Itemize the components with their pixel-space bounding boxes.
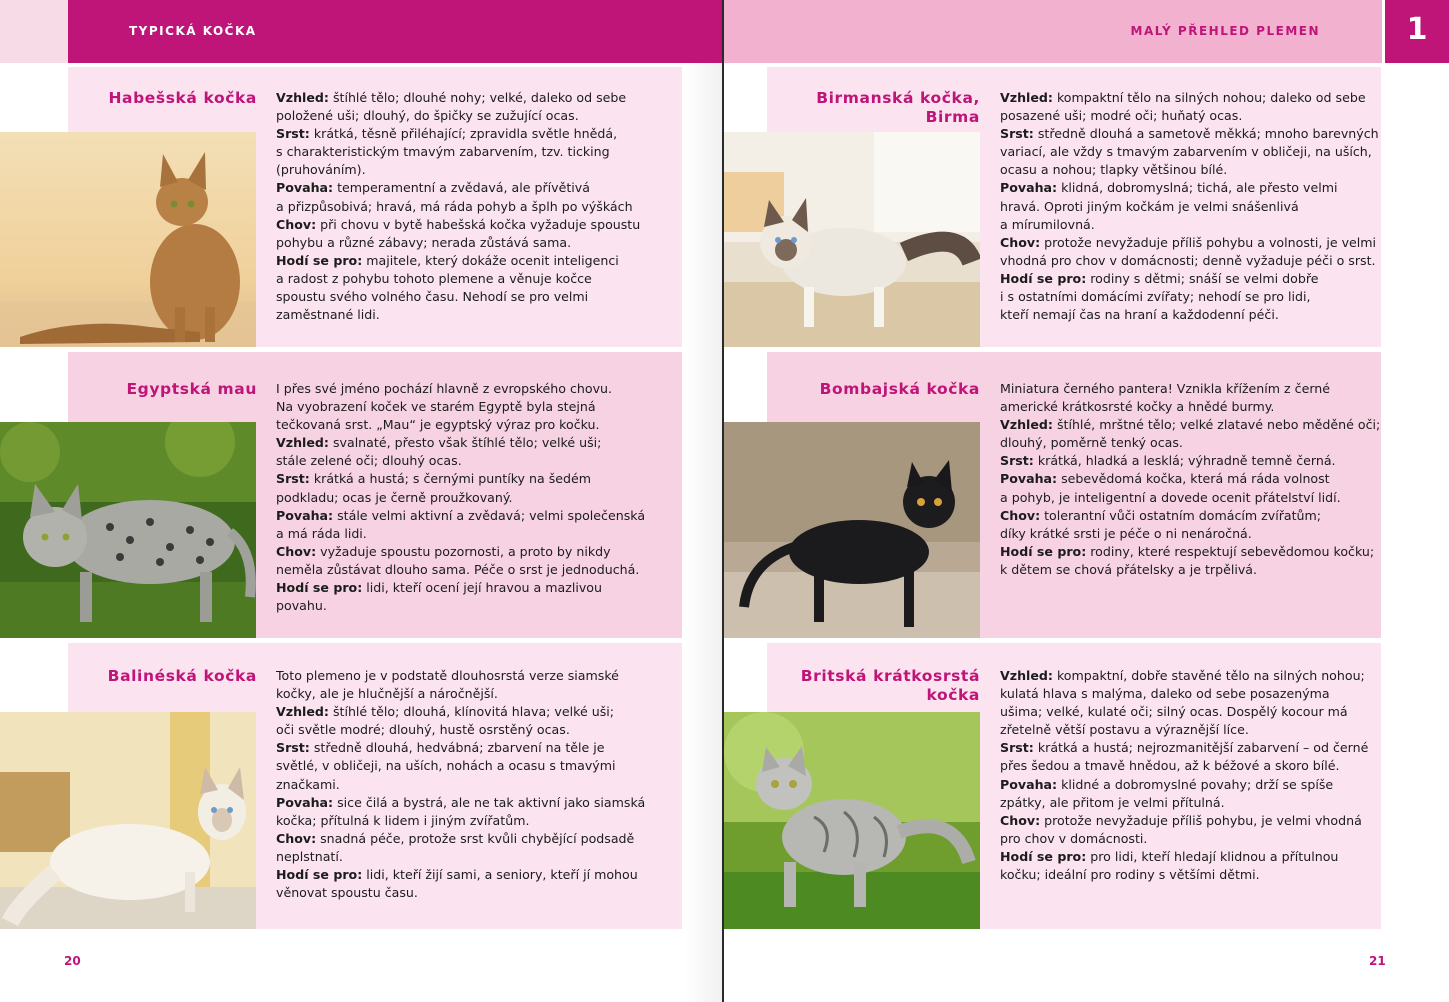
breed-description: Vzhled: štíhlé tělo; dlouhé nohy; velké, daleko od sebe položené uši; dlouhý, do špičky se zužující ocas. Srst: krátká, těsně přiléhající; zpravidla světle hnědá, s charakteristickým tmavým zabarvením, tzv. ticking (pruhováním). Povaha: temperamentní a zvědavá, ale přívětivá a přizpůsobivá; hravá, má ráda pohyb a šplh po výškách Chov: při chovu v bytě habešská kočka vyžaduje spoustu pohybu a různé zábavy; nerada zůstává sama. Hodí se pro: majitele, který dokáže ocenit inteligenci a radost z pohybu tohoto plemene a věnuje kočce spoustu svého volného času. Nehodí se pro velmi zaměstnané lidi. <box>276 90 641 323</box>
right-page-number: 21 <box>1369 954 1386 968</box>
spine-shadow <box>684 0 722 1002</box>
breed-description: Miniatura černého pantera! Vznikla křížením z černé americké krátkosrsté kočky a hnědé burmy. Vzhled: štíhlé, mrštné tělo; velké zlatavé nebo měděné oči; dlouhý, poměrně tenký ocas. Srst: krátká, hladká a lesklá; výhradně temně černá. Povaha: sebevědomá kočka, která má ráda volnost a pohyb, je inteligentní a dovede ocenit přátelství lidí. Chov: tolerantní vůči ostatním domácím zvířatům; díky krátké srsti je péče o ni nenáročná. Hodí se pro: rodiny, které respektují sebevědomou kočku; k dětem se chová přátelsky a je trpělivá. <box>1000 381 1381 577</box>
chapter-number: 1 <box>1406 12 1428 47</box>
right-running-title: MALÝ PŘEHLED PLEMEN <box>1130 24 1320 38</box>
birman-cat-photo <box>724 132 980 347</box>
breed-name: Birmanská kočka, Birma <box>816 89 980 126</box>
breed-name: Habešská kočka <box>108 89 257 107</box>
balinese-cat-photo <box>0 712 256 929</box>
abyssinian-cat-photo <box>0 132 256 347</box>
bombay-cat-photo <box>724 422 980 638</box>
breed-name: Balinéská kočka <box>107 667 257 685</box>
breed-name: Egyptská mau <box>126 380 257 398</box>
breed-description: Toto plemeno je v podstatě dlouhosrstá verze siamské kočky, ale je hlučnější a náročnější. Vzhled: štíhlé tělo; dlouhá, klínovitá hlava; velké uši; oči světle modré; dlouhý, hustě osrstěný ocas. Srst: středně dlouhá, hedvábná; zbarvení na těle je světlé, v obličeji, na uších, nohách a ocasu s tmavými značkami. Povaha: sice čilá a bystrá, ale ne tak aktivní jako siamská kočka; přítulná k lidem i jiným zvířatům. Chov: snadná péče, protože srst kvůli chybějící podsadě neplstnatí. Hodí se pro: lidi, kteří žijí sami, a seniory, kteří jí mohou věnovat spoustu času. <box>276 668 646 901</box>
egyptian-mau-photo <box>0 422 256 638</box>
breed-description: I přes své jméno pochází hlavně z evropského chovu. Na vyobrazení koček ve starém Egyptě byla stejná tečkovaná srst. „Mau“ je egyptský výraz pro kočku. Vzhled: svalnaté, přesto však štíhlé tělo; velké uši; stále zelené oči; dlouhý ocas. Srst: krátká a hustá; s černými puntíky na šedém podkladu; ocas je černě proužkovaný. Povaha: stále velmi aktivní a zvědavá; velmi společenská a má ráda lidi. Chov: vyžaduje spoustu pozornosti, a proto by nikdy neměla zůstávat dlouho sama. Péče o srst je jednoduchá. Hodí se pro: lidi, kteří ocení její hravou a mazlivou povahu. <box>276 381 646 614</box>
left-header-margin <box>0 0 68 63</box>
british-shorthair-photo <box>724 712 980 929</box>
breed-name: Bombajská kočka <box>819 380 980 398</box>
breed-name: Britská krátkosrstá kočka <box>800 667 980 704</box>
left-page-number: 20 <box>64 954 81 968</box>
breed-description: Vzhled: kompaktní, dobře stavěné tělo na silných nohou; kulatá hlava s malýma, daleko od sebe posazenýma ušima; velké, kulaté oči; silný ocas. Dospělý kocour má zřetelně větší postavu a výraznější líce. Srst: krátká a hustá; nejrozmanitější zabarvení – od černé přes šedou a tmavě hnědou, až k béžové a skoro bílé. Povaha: klidné a dobromyslné povahy; drží se spíše zpátky, ale přitom je velmi přítulná. Chov: protože nevyžaduje příliš pohybu, je velmi vhodná pro chov v domácnosti. Hodí se pro: pro lidi, kteří hledají klidnou a přítulnou kočku; ideální pro rodiny s většími dětmi. <box>1000 668 1369 883</box>
left-running-title: TYPICKÁ KOČKA <box>129 24 257 38</box>
breed-description: Vzhled: kompaktní tělo na silných nohou; daleko od sebe posazené uši; modré oči; huňatý ocas. Srst: středně dlouhá a sametově měkká; mnoho barevných variací, ale vždy s tmavým zabarvením v obličeji, na uších, ocasu a nohou; tlapky většinou bílé. Povaha: klidná, dobromyslná; tichá, ale přesto velmi hravá. Oproti jiným kočkám je velmi snášenlivá a mírumilovná. Chov: protože nevyžaduje příliš pohybu a volnosti, je velmi vhodná pro chov v domácnosti; denně vyžaduje péči o srst. Hodí se pro: rodiny s dětmi; snáší se velmi dobře i s ostatními domácími zvířaty; nehodí se pro lidi, kteří nemají čas na hraní a každodenní péči. <box>1000 90 1379 323</box>
